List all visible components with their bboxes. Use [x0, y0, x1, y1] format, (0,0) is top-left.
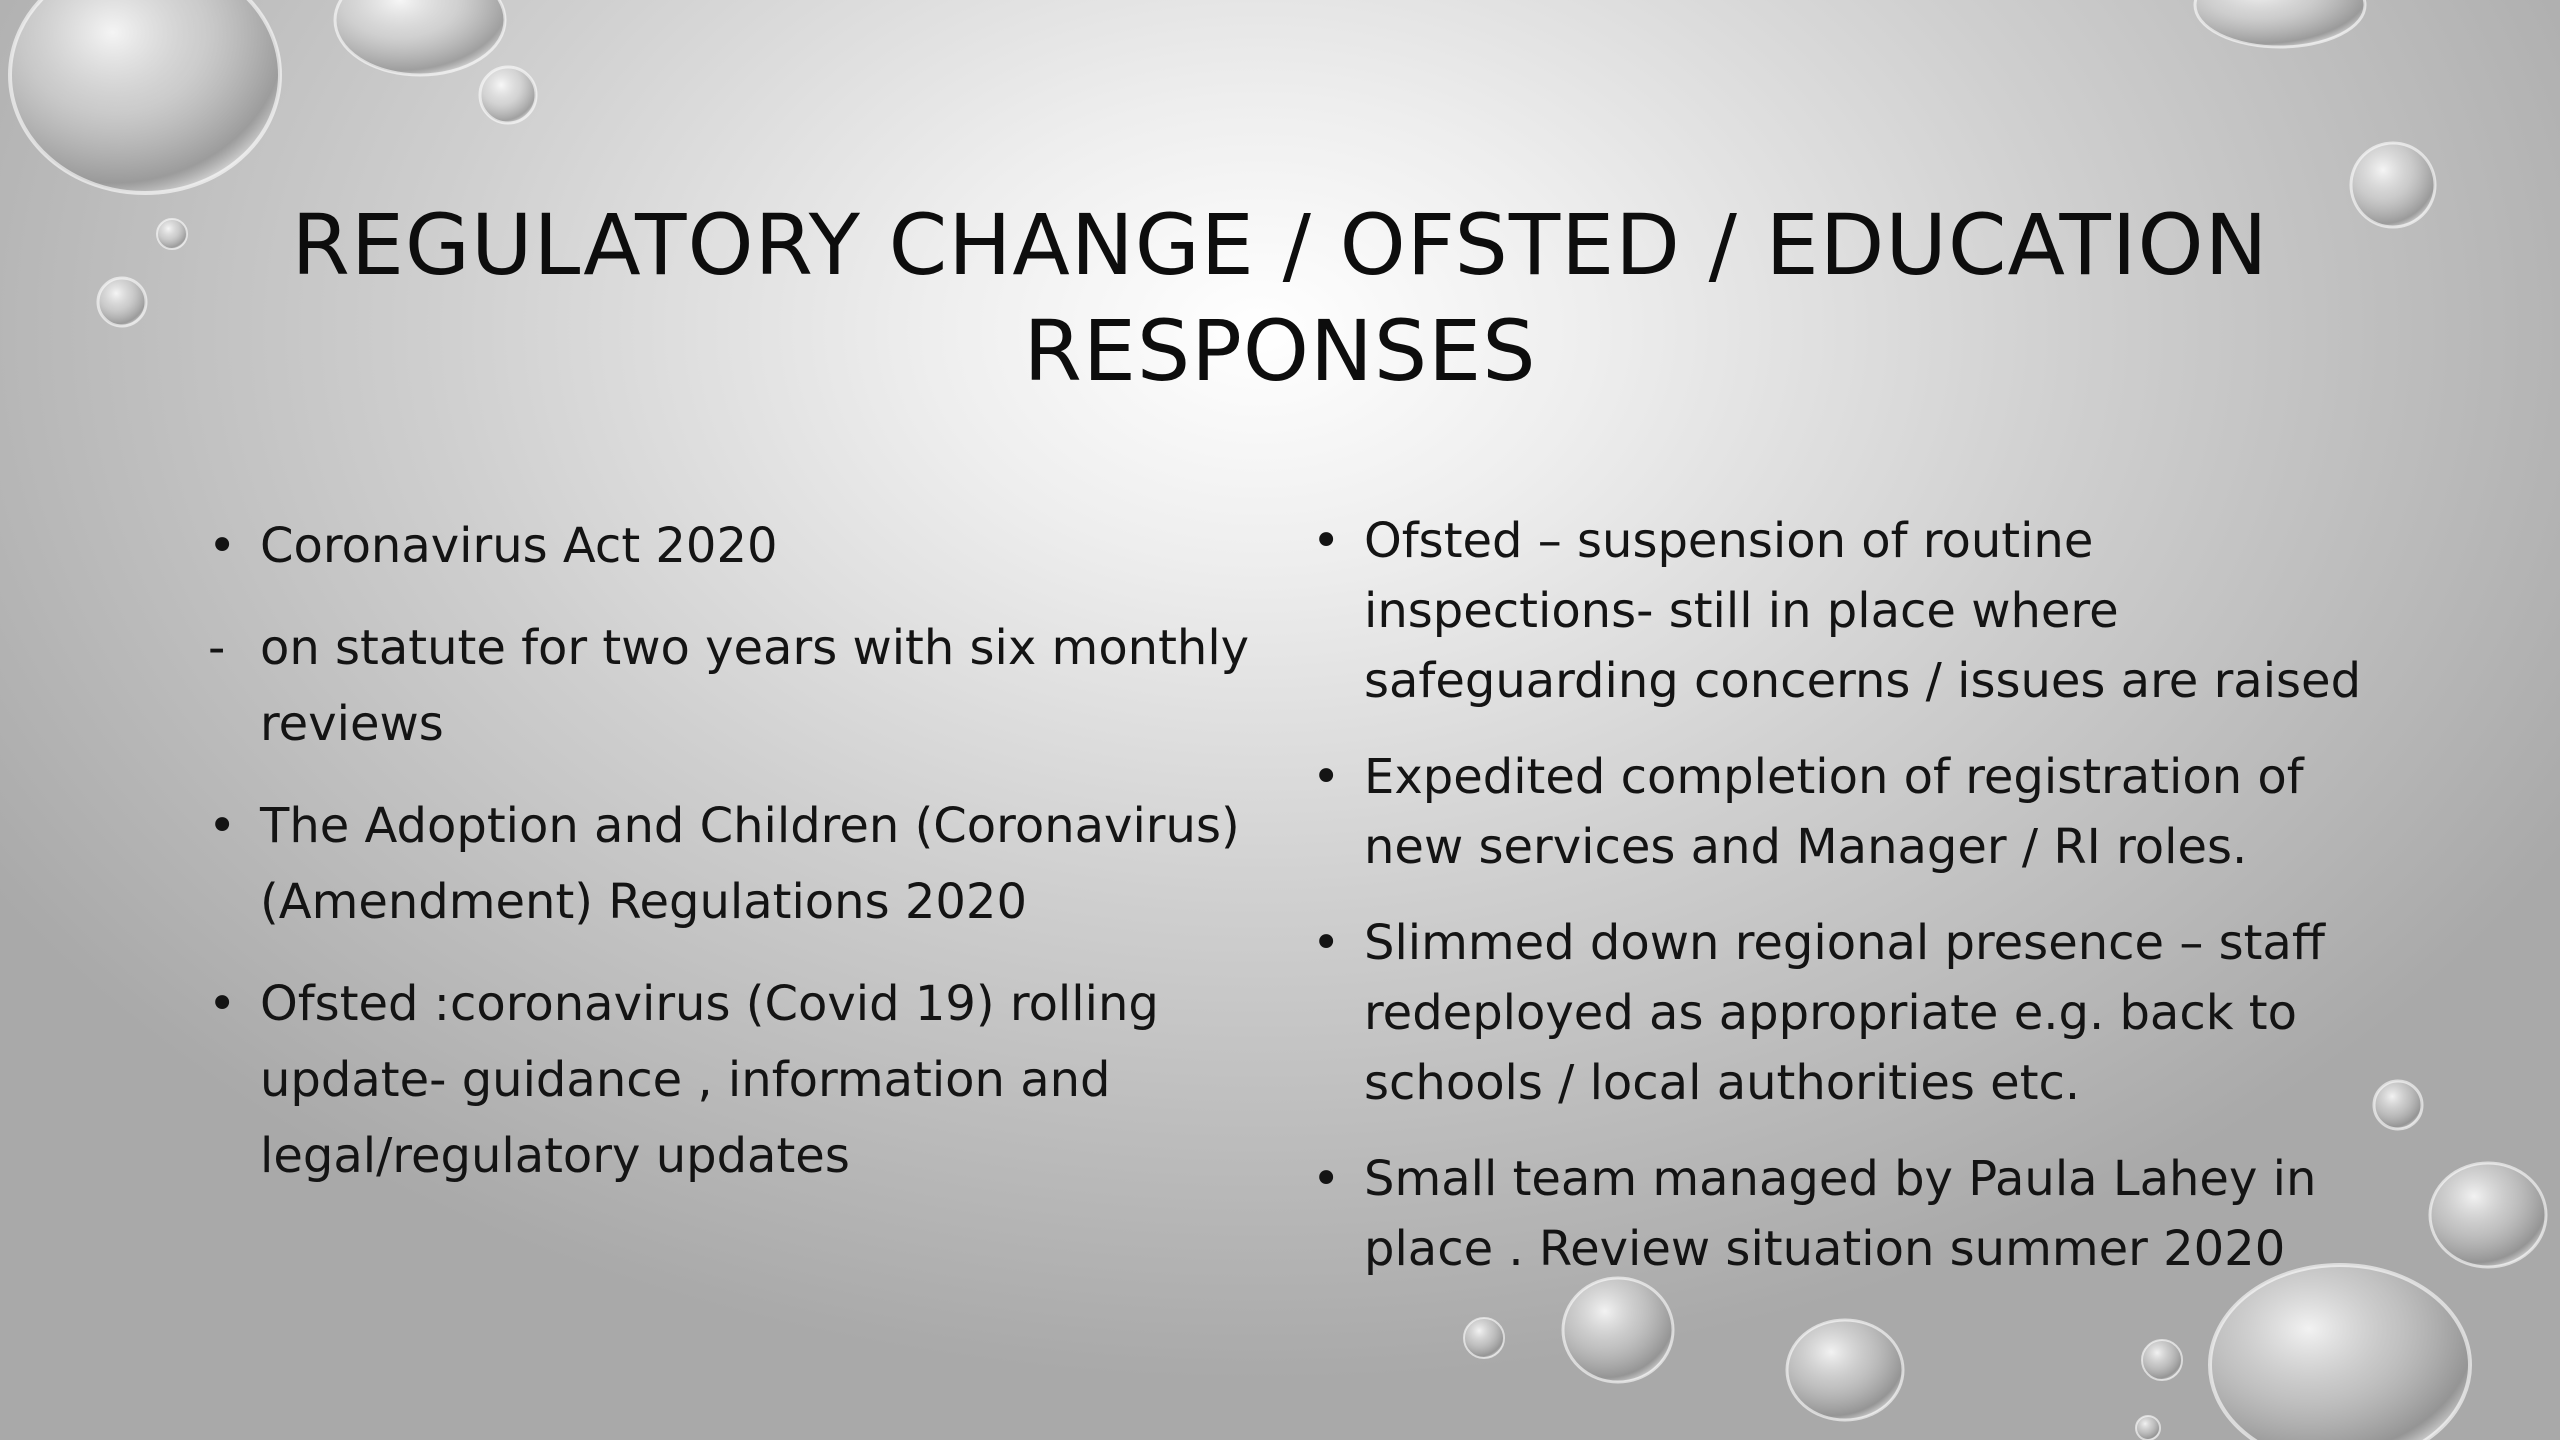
- bullet-marker: •: [1312, 749, 1341, 805]
- bullet-marker: •: [208, 976, 237, 1032]
- list-item: [208, 610, 1268, 762]
- list-item-text: Expedited completion of registration of new services and Manager / RI roles.: [1364, 749, 2304, 875]
- left-bullet-list: [208, 508, 1268, 1220]
- list-item: [1312, 908, 2372, 1118]
- list-item-text: The Adoption and Children (Coronavirus) (Amendment) Regulations 2020: [260, 798, 1240, 930]
- slide-title: REGULATORY CHANGE / OFSTED / EDUCATION RESPONSES: [291, 196, 2269, 400]
- list-item: [1312, 506, 2372, 716]
- bullet-marker: •: [1312, 513, 1341, 569]
- list-item: [1312, 1144, 2372, 1284]
- list-item: [208, 966, 1268, 1194]
- list-item-text: Ofsted – suspension of routine inspections- still in place where safeguarding concerns / issues are raised: [1364, 513, 2362, 709]
- bullet-marker: •: [208, 518, 237, 574]
- bullet-marker: •: [208, 798, 237, 854]
- bullet-marker: •: [1312, 1151, 1341, 1207]
- bullet-marker: •: [1312, 915, 1341, 971]
- list-item: [208, 508, 1268, 584]
- list-item-text: Slimmed down regional presence – staff redeployed as appropriate e.g. back to schools / local authorities etc.: [1364, 915, 2325, 1111]
- list-item-text: Coronavirus Act 2020: [260, 518, 778, 574]
- dash-marker: -: [208, 620, 226, 676]
- list-item-text: Small team managed by Paula Lahey in place . Review situation summer 2020: [1364, 1151, 2317, 1277]
- list-item-text: on statute for two years with six monthly reviews: [260, 620, 1250, 752]
- list-item: [1312, 742, 2372, 882]
- right-bullet-list: [1312, 506, 2372, 1310]
- list-item-text: Ofsted :coronavirus (Covid 19) rolling update- guidance , information and legal/regulatory updates: [260, 976, 1159, 1184]
- list-item: [208, 788, 1268, 940]
